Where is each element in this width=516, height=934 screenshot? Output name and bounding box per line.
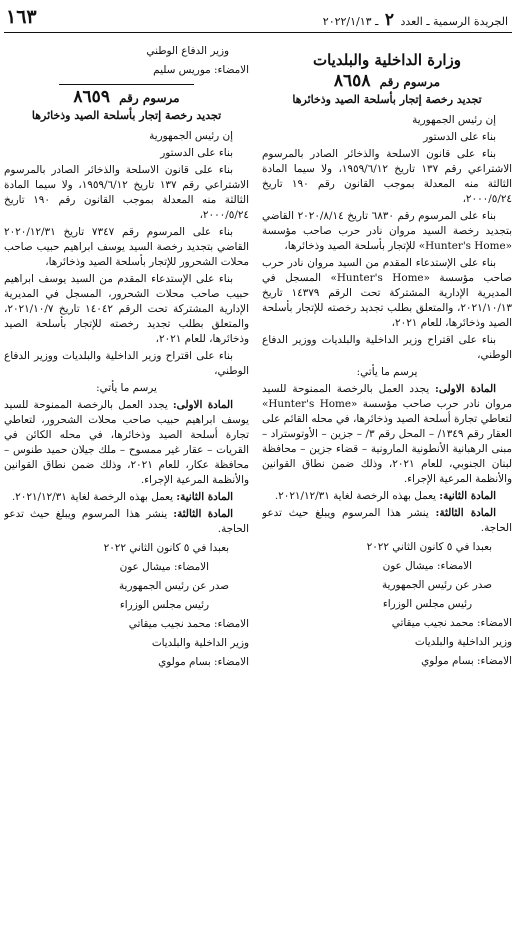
article-1-label: المادة الاولى: <box>172 399 233 411</box>
preamble-request: بناء على الإستدعاء المقدم من السيد يوسف ابراهيم حبيب صاحب محلات الشحرور، المسجل في المديرية الإدارية المشتركة تحت الرقم ١٤٠٤٢ تاريخ ٢٠٢١/١٠/٧، والمتعلق بطلب تجديد رخصته للإتجار بأسلحة الصيد وذخائرها، للعام ٢٠٢١، <box>4 273 249 345</box>
pm-title: رئيس مجلس الوزراء <box>119 599 209 611</box>
ministry-title: وزارة الداخلية والبلديات <box>312 51 461 69</box>
article-2 <box>4 490 249 505</box>
article-3-label: المادة الثالثة: <box>173 508 234 520</box>
preamble-president: إن رئيس الجمهورية <box>412 114 496 126</box>
issued-by: صدر عن رئيس الجمهورية <box>118 580 229 592</box>
article-2-text: يعمل بهذه الرخصة لغاية ٢٠٢١/١٢/٣١. <box>274 490 436 502</box>
preamble-constitution: بناء على الدستور <box>160 147 233 159</box>
issued-by: صدر عن رئيس الجمهورية <box>381 579 492 591</box>
signature-pm: الامضاء: محمد نجيب ميقاتي <box>128 618 249 630</box>
defense-minister-title: وزير الدفاع الوطني <box>146 45 229 57</box>
signature-president: الامضاء: ميشال عون <box>382 560 472 572</box>
article-1-text: يجدد العمل بالرخصة الممنوحة للسيد مروان نادر حرب صاحب مؤسسة «Hunter's Home» لتعاطي تجارة أسلحة الصيد وذخائرها، في محله القائم على العقار رقم ١٣٤٩/ – المحل رقم ٣/ – جزين – الأوتوستراد – مبنى الرهبانية الأنطونية المارونية – قضاء جزين – محافظة لبنان الجنوبي، للعام ٢٠٢١، وذلك ضمن نطاق القوانين والأنظمة المرعية الإجراء. <box>262 383 512 485</box>
interior-minister-title: وزير الداخلية والبلديات <box>151 637 249 649</box>
preamble-proposal: بناء على اقتراح وزير الداخلية والبلديات ووزير الدفاع الوطني، <box>262 334 512 361</box>
page-number: ١٦٣ <box>6 6 37 28</box>
decrees-heading: يرسم ما يأتي: <box>96 382 157 394</box>
article-2-label: المادة الثانية: <box>439 490 496 502</box>
left-column <box>4 40 249 672</box>
article-1 <box>262 382 512 487</box>
signature-defense-minister: الامضاء: موريس سليم <box>153 64 249 76</box>
article-1-text: يجدد العمل بالرخصة الممنوحة للسيد يوسف ابراهيم حبيب صاحب محلات الشحرور، لتعاطي تجارة أسلحة الصيد وذخائرها، في محله الكائن في القريات – عقار غير ممسوح – ملك جيلان حميد طنوس – محافظة عكار، للعام ٢٠٢١، وذلك ضمن نطاق القوانين والأنظمة المرعية الإجراء. <box>4 399 249 486</box>
signature-date: بعبدا في ٥ كانون الثاني ٢٠٢٢ <box>103 542 229 554</box>
article-3-label: المادة الثالثة: <box>435 507 496 519</box>
signature-interior-minister: الامضاء: بسام مولوي <box>158 656 249 668</box>
decree-label: مرسوم رقم <box>379 75 441 89</box>
preamble-prior-decree: بناء على المرسوم رقم ٦٨٣٠ تاريخ ٢٠٢٠/٨/١٤ القاضي بتجديد رخصة السيد مروان نادر حرب صاحب مؤسسة «Hunter's Home» للإتجار بأسلحة الصيد وذخائرها، <box>262 210 512 252</box>
article-3 <box>262 506 512 536</box>
preamble-proposal: بناء على اقتراح وزير الداخلية والبلديات ووزير الدفاع الوطني، <box>4 350 249 377</box>
article-2 <box>262 489 512 504</box>
signature-president: الامضاء: ميشال عون <box>119 561 209 573</box>
decrees-heading: يرسم ما يأتي: <box>356 366 418 378</box>
preamble-prior-decree: بناء على المرسوم رقم ٧٣٤٧ تاريخ ٢٠٢٠/١٢/٣١ القاضي بتجديد رخصة السيد يوسف ابراهيم حبيب صاحب محلات الشحرور للإتجار بأسلحة الصيد وذخائرها، <box>4 226 249 268</box>
signature-date: بعبدا في ٥ كانون الثاني ٢٠٢٢ <box>366 541 492 553</box>
signature-pm: الامضاء: محمد نجيب ميقاتي <box>391 617 512 629</box>
decree-title <box>262 73 512 90</box>
preamble-request: بناء على الإستدعاء المقدم من السيد مروان نادر حرب صاحب مؤسسة «Hunter's Home» المسجل في المديرية الإدارية المشتركة تحت الرقم ١٤٣٧٩ تاريخ ٢٠٢١/١٠/١٣، والمتعلق بطلب تجديد رخصته للإتجار بأسلحة الصيد وذخائرها، للعام ٢٠٢١، <box>262 257 512 329</box>
decree-subject: تجديد رخصة إتجار بأسلحة الصيد وذخائرها <box>31 109 222 122</box>
section-divider <box>59 84 194 85</box>
article-1-label: المادة الاولى: <box>435 383 496 395</box>
page-header <box>4 6 512 33</box>
preamble-constitution: بناء على الدستور <box>423 131 496 143</box>
preamble-law: بناء على قانون الاسلحة والذخائر الصادر بالمرسوم الاشتراعي رقم ١٣٧ تاريخ ١٩٥٩/٦/١٢، ولا سيما المادة الثالثة منه المعدلة بموجب القانون رقم ١٩٠ تاريخ ٢٠٠٠/٥/٢٤، <box>4 164 249 221</box>
pm-title: رئيس مجلس الوزراء <box>382 598 472 610</box>
decree-number: ٨٦٥٩ <box>73 87 110 107</box>
article-3 <box>4 507 249 537</box>
issue-date: ـ ٢٠٢٢/١/١٣ <box>322 15 379 28</box>
article-1 <box>4 398 249 488</box>
preamble-president: إن رئيس الجمهورية <box>149 130 233 142</box>
article-3-text: ينشر هذا المرسوم ويبلغ حيث تدعو الحاجة. <box>4 508 249 535</box>
interior-minister-title: وزير الداخلية والبلديات <box>414 636 512 648</box>
decree-title <box>4 89 249 106</box>
gazette-name: الجريدة الرسمية ـ العدد <box>400 15 508 28</box>
issue-number: ٢ <box>384 10 394 30</box>
decree-number: ٨٦٥٨ <box>333 71 371 91</box>
signature-interior-minister: الامضاء: بسام مولوي <box>421 655 512 667</box>
decree-label: مرسوم رقم <box>119 91 180 105</box>
right-column <box>262 40 512 671</box>
gazette-title <box>323 10 508 30</box>
article-2-label: المادة الثانية: <box>176 491 233 503</box>
decree-subject: تجديد رخصة إتجار بأسلحة الصيد وذخائرها <box>292 93 482 106</box>
article-3-text: ينشر هذا المرسوم ويبلغ حيث تدعو الحاجة. <box>262 507 512 534</box>
article-2-text: يعمل بهذه الرخصة لغاية ٢٠٢١/١٢/٣١. <box>11 491 173 503</box>
preamble-law: بناء على قانون الاسلحة والذخائر الصادر بالمرسوم الاشتراعي رقم ١٣٧ تاريخ ١٩٥٩/٦/١٢، ولا سيما المادة الثالثة منه المعدلة بموجب القانون رقم ١٩٠ تاريخ ٢٠٠٠/٥/٢٤، <box>262 148 512 205</box>
